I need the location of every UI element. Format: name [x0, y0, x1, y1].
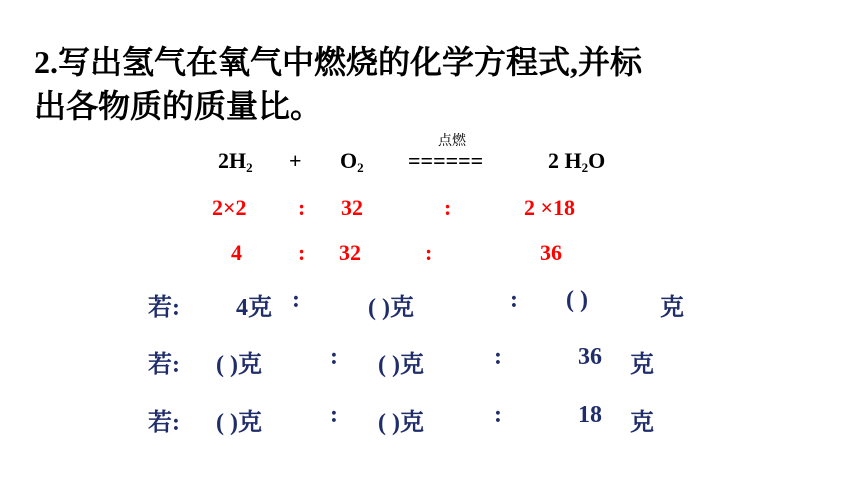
row2-ruo: 若: [148, 352, 180, 378]
row3-sep1: : [330, 402, 338, 428]
ratio-calc-hydrogen: 2×2 [212, 195, 247, 220]
product-water-pre: 2 H [548, 148, 582, 173]
row1-water-mass: ( ) [566, 287, 588, 313]
reaction-arrow: ====== [408, 148, 484, 173]
plus-sign: + [289, 148, 302, 173]
reactant-oxygen [340, 148, 364, 176]
row3-ruo: 若: [148, 410, 180, 436]
question-title-line2: 出各物质的质量比。 [34, 88, 323, 124]
question-title-line1: 2.写出氢气在氧气中燃烧的化学方程式,并标 [34, 44, 643, 80]
row1-sep2: : [510, 287, 518, 313]
product-water-sub: 2 [581, 160, 589, 175]
ratio-calc-water: 2 ×18 [524, 195, 576, 220]
row3-water-unit: 克 [630, 410, 654, 436]
row1-water-unit: 克 [660, 295, 684, 321]
reaction-condition: 点燃 [438, 133, 466, 149]
row3-hydrogen-mass: ( )克 [216, 410, 262, 436]
row1-ruo: 若: [148, 295, 180, 321]
row3-water-mass: 18 [578, 402, 602, 428]
reactant-hydrogen [218, 148, 253, 176]
ratio-simple-sep2: : [425, 240, 433, 265]
reactant-hydrogen-base: 2H [218, 148, 247, 173]
ratio-simple-water: 36 [540, 240, 562, 265]
ratio-simple-oxygen: 32 [339, 240, 361, 265]
product-water [548, 148, 605, 176]
row3-sep2: : [494, 402, 502, 428]
ratio-calc-sep2: : [444, 195, 452, 220]
row2-oxygen-mass: ( )克 [378, 352, 424, 378]
row2-water-mass: 36 [578, 344, 602, 370]
product-water-post: O [588, 148, 606, 173]
reactant-oxygen-base: O [340, 148, 358, 173]
ratio-simple-sep1: : [298, 240, 306, 265]
row1-sep1: : [292, 287, 300, 313]
reactant-hydrogen-sub: 2 [246, 160, 253, 175]
row1-oxygen-mass: ( )克 [368, 295, 414, 321]
row1-hydrogen-mass: 4克 [236, 295, 272, 321]
row2-water-unit: 克 [630, 352, 654, 378]
reactant-oxygen-sub: 2 [357, 160, 364, 175]
ratio-calc-sep1: : [298, 195, 306, 220]
row3-oxygen-mass: ( )克 [378, 410, 424, 436]
ratio-calc-oxygen: 32 [341, 195, 363, 220]
ratio-simple-hydrogen: 4 [231, 240, 242, 265]
row2-sep2: : [494, 344, 502, 370]
row2-sep1: : [330, 344, 338, 370]
row2-hydrogen-mass: ( )克 [216, 352, 262, 378]
